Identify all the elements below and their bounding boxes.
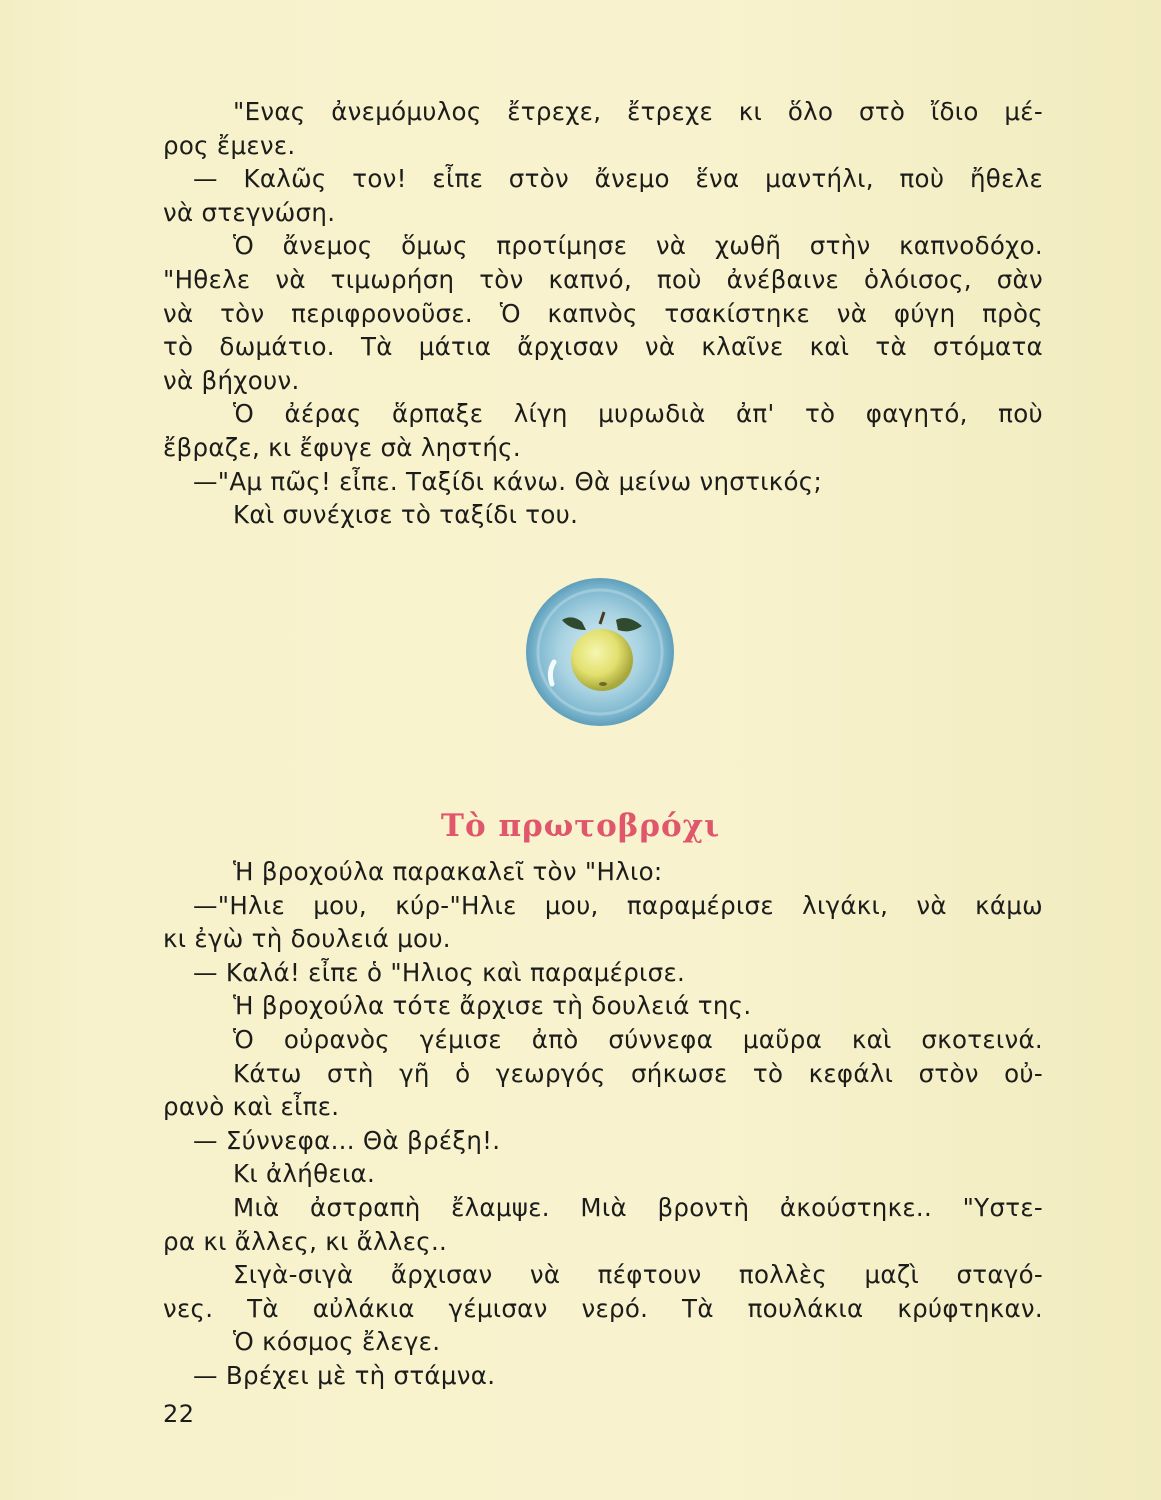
paragraph-line: —"Ηλιε μου, κύρ-"Ηλιε μου, παραμέρισε λιγάκι, νὰ κάμω bbox=[193, 890, 1043, 920]
paragraph-line: νες. Τὰ αὐλάκια γέμισαν νερό. Τὰ πουλάκια κρύφτηκαν. bbox=[163, 1293, 1043, 1323]
story-windmill bbox=[163, 95, 1043, 532]
paragraph-line: Καὶ συνέχισε τὸ ταξίδι του. bbox=[233, 500, 579, 530]
story-title: Τὸ πρωτοβρόχι bbox=[440, 808, 721, 844]
paragraph-line: "Ενας ἀνεμόμυλος ἔτρεχε, ἔτρεχε κι ὅλο στὸ ἴδιο μέ- bbox=[233, 97, 1043, 126]
paragraph-line: Ὁ οὐρανὸς γέμισε ἀπὸ σύννεφα μαῦρα καὶ σκοτεινά. bbox=[233, 1024, 1043, 1054]
page-number: 22 bbox=[163, 1400, 195, 1428]
paragraph-line: ρα κι ἄλλες, κι ἄλλες.. bbox=[163, 1226, 448, 1256]
paragraph-line: Κι ἀλήθεια. bbox=[233, 1159, 376, 1189]
paragraph-line: Μιὰ ἀστραπὴ ἔλαμψε. Μιὰ βροντὴ ἀκούστηκε.. "Υστε- bbox=[233, 1192, 1043, 1222]
apple-on-plate-icon bbox=[524, 576, 676, 728]
paragraph-line: "Ηθελε νὰ τιμωρήση τὸν καπνό, ποὺ ἀνέβαινε ὁλόισος, σὰν bbox=[163, 264, 1043, 294]
paragraph-line: ἔβραζε, κι ἔφυγε σὰ ληστής. bbox=[163, 432, 521, 462]
paragraph-line: Ὁ ἄνεμος ὅμως προτίμησε νὰ χωθῆ στὴν καπνοδόχο. bbox=[233, 231, 1043, 261]
paragraph-line: νὰ βήχουν. bbox=[163, 365, 300, 395]
paragraph-line: —"Αμ πῶς! εἶπε. Ταξίδι κάνω. Θὰ μείνω νηστικός; bbox=[193, 466, 823, 496]
story-first-rain bbox=[163, 855, 1043, 1393]
paragraph-line: — Καλῶς τον! εἶπε στὸν ἄνεμο ἕνα μαντήλι, ποὺ ἤθελε bbox=[193, 164, 1043, 194]
paragraph-line: Ἡ βροχούλα παρακαλεῖ τὸν "Ηλιο: bbox=[233, 857, 663, 886]
paragraph-line: νὰ τὸν περιφρονοῦσε. Ὁ καπνὸς τσακίστηκε νὰ φύγη πρὸς bbox=[163, 298, 1043, 328]
paragraph-line: ρος ἔμενε. bbox=[163, 130, 296, 160]
paragraph-line: Ὁ κόσμος ἔλεγε. bbox=[233, 1327, 441, 1357]
paragraph-line: ρανὸ καὶ εἶπε. bbox=[163, 1092, 340, 1122]
paragraph-line: Σιγὰ-σιγὰ ἄρχισαν νὰ πέφτουν πολλὲς μαζὶ σταγό- bbox=[233, 1260, 1043, 1290]
paragraph-line: Κάτω στὴ γῆ ὁ γεωργός σήκωσε τὸ κεφάλι στὸν οὐ- bbox=[233, 1058, 1043, 1088]
paragraph-line: Ἡ βροχούλα τότε ἄρχισε τὴ δουλειά της. bbox=[233, 991, 752, 1021]
paragraph-line: νὰ στεγνώση. bbox=[163, 197, 336, 227]
paragraph-line: — Βρέχει μὲ τὴ στάμνα. bbox=[193, 1360, 496, 1390]
paragraph-line: κι ἐγὼ τὴ δουλειά μου. bbox=[163, 924, 451, 954]
paragraph-line: Ὁ ἀέρας ἅρπαξε λίγη μυρωδιὰ ἀπ' τὸ φαγητό, ποὺ bbox=[233, 399, 1043, 429]
paragraph-line: — Καλά! εἶπε ὁ "Ηλιος καὶ παραμέρισε. bbox=[193, 957, 686, 987]
paragraph-line: — Σύννεφα... Θὰ βρέξη!. bbox=[193, 1125, 501, 1155]
paragraph-line: τὸ δωμάτιο. Τὰ μάτια ἄρχισαν νὰ κλαῖνε καὶ τὰ στόματα bbox=[163, 332, 1043, 362]
